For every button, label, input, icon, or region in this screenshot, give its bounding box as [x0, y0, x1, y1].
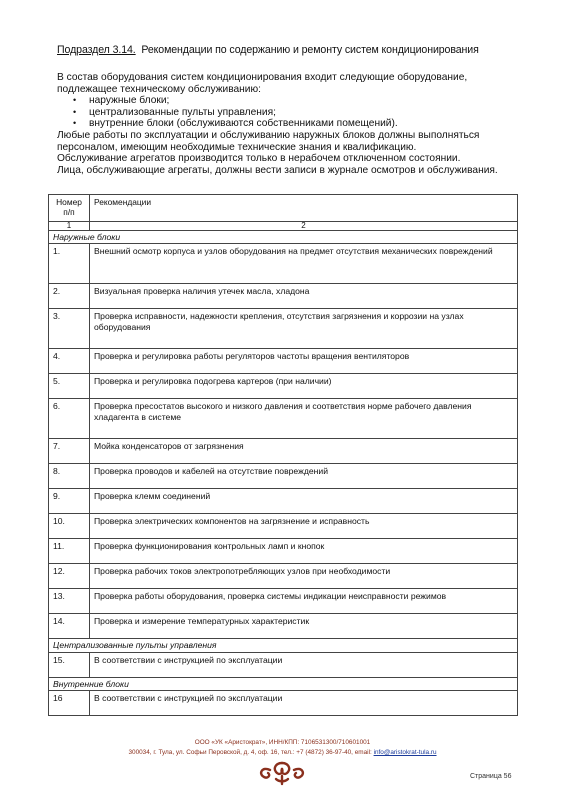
table-row: 11. Проверка функционирования контрольных ламп и кнопок: [49, 539, 518, 564]
section-row-indoor: [49, 677, 518, 690]
section-title: Рекомендации по содержанию и ремонту систем кондиционирования: [141, 44, 479, 56]
table-row: 3. Проверка исправности, надежности крепления, отсутствия загрязнения и коррозии на узлах оборудования: [49, 309, 518, 349]
equipment-list: [57, 95, 527, 130]
ornament-logo-icon: [256, 760, 308, 786]
table-row: 5. Проверка и регулировка подогрева картеров (при наличии): [49, 374, 518, 399]
intro-line: подлежащее техническому обслуживанию:: [57, 83, 261, 95]
table-row: 12. Проверка рабочих токов электропотребляющих узлов при необходимости: [49, 564, 518, 589]
section-title: Внутренние блоки: [49, 677, 518, 690]
column-header-number: Номер п/п: [49, 195, 90, 222]
intro-paragraph-line: Обслуживание агрегатов производится только в нерабочем отключенном состоянии.: [57, 153, 461, 165]
footer-company: ООО «УК «Аристократ», ИНН/КПП: 7106531300/710601001: [194, 739, 371, 746]
section-heading: [57, 44, 479, 56]
intro-text: [57, 72, 527, 176]
table-row: 6. Проверка пресостатов высокого и низкого давления и соответствия норме рабочего давления хладагента в системе: [49, 399, 518, 439]
section-title: Наружные блоки: [49, 231, 518, 244]
table-row: 15. В соответствии с инструкцией по эксплуатации: [49, 652, 518, 677]
table-row: 13. Проверка работы оборудования, проверка системы индикации неисправности режимов: [49, 589, 518, 614]
footer-email-link[interactable]: info@aristokrat-tula.ru: [373, 749, 437, 756]
table-row: 1. Внешний осмотр корпуса и узлов оборудования на предмет отсутствия механических повреждений: [49, 244, 518, 284]
list-item: • внутренние блоки (обслуживаются собственниками помещений).: [73, 118, 398, 130]
section-row-central: [49, 639, 518, 652]
page-number: Страница 56: [470, 773, 512, 780]
table-row: 8. Проверка проводов и кабелей на отсутствие повреждений: [49, 464, 518, 489]
section-label: Подраздел 3.14.: [57, 44, 136, 56]
table-row: 14. Проверка и измерение температурных характеристик: [49, 614, 518, 639]
table-row: 4. Проверка и регулировка работы регуляторов частоты вращения вентиляторов: [49, 349, 518, 374]
column-index: 2: [90, 222, 518, 231]
bullet-icon: •: [73, 118, 77, 129]
table-row: 9. Проверка клемм соединений: [49, 489, 518, 514]
bullet-icon: •: [73, 106, 77, 117]
section-row-outdoor: [49, 231, 518, 244]
list-item: • наружные блоки;: [73, 95, 170, 107]
table-row: 2. Визуальная проверка наличия утечек масла, хладона: [49, 284, 518, 309]
intro-paragraph-line: Любые работы по эксплуатации и обслуживанию наружных блоков должны выполняться: [57, 129, 480, 141]
column-header-recommendations: Рекомендации: [90, 195, 518, 222]
intro-line: В состав оборудования систем кондиционирования входит следующие оборудование,: [57, 72, 468, 83]
recommendations-table: [48, 194, 518, 716]
table-row: 7. Мойка конденсаторов от загрязнения: [49, 439, 518, 464]
section-title: Централизованные пульты управления: [49, 639, 518, 652]
intro-paragraph-line: Лица, обслуживающие агрегаты, должны вести записи в журнале осмотров и обслуживания.: [57, 164, 498, 176]
table-header-row: [49, 195, 518, 222]
table-row: 10. Проверка электрических компонентов на загрязнение и исправность: [49, 514, 518, 539]
list-item: • централизованные пульты управления;: [73, 106, 276, 118]
column-index: 1: [49, 222, 90, 231]
footer-address: 300034, г. Тула, ул. Софьи Перовской, д. 4, оф. 16, тел.: +7 (4872) 36-97-40, email: info@aristokrat-tula.ru: [128, 749, 437, 756]
bullet-icon: •: [73, 95, 77, 106]
intro-paragraph-line: персоналом, имеющим необходимые технические знания и квалификацию.: [57, 141, 417, 153]
table-index-row: [49, 222, 518, 231]
table-row: 16 В соответствии с инструкцией по эксплуатации: [49, 691, 518, 716]
